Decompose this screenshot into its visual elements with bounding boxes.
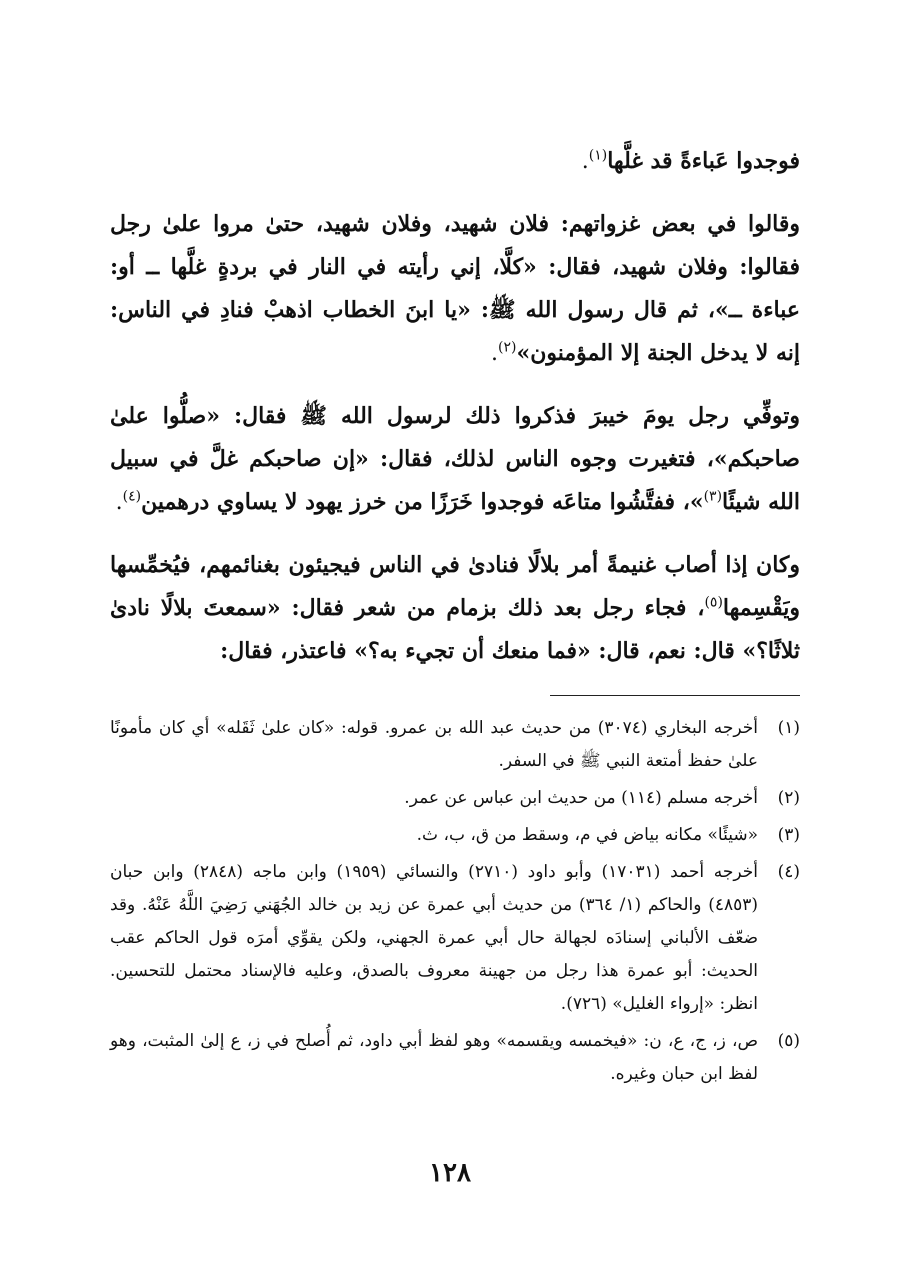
footnote-ref: (٣): [703, 488, 723, 505]
footnote-divider: [550, 695, 800, 696]
footnotes: [110, 712, 800, 1091]
footnote-text: ص، ز، ج، ع، ن: «فيخمسه ويقسمه» وهو لفظ أبي داود، ثم أُصلح في ز، ع إلىٰ المثبت، وهو لفظ ابن حبان وغيره.: [110, 1031, 758, 1084]
footnote-3: [110, 819, 800, 852]
footnote-number: (١): [777, 718, 800, 738]
footnote-text: «شيئًا» مكانه بياض في م، وسقط من ق، ب، ث.: [416, 825, 758, 845]
footnote-number: (٤): [777, 862, 800, 882]
footnote-1: [110, 712, 800, 778]
footnote-number: (٢): [777, 788, 800, 808]
footnote-text: أخرجه البخاري (٣٠٧٤) من حديث عبد الله بن عمرو. قوله: «كان علىٰ ثَقَله» أي كان مأمونًا علىٰ حفظ أمتعة النبي ﷺ في السفر.: [110, 718, 758, 771]
footnote-text: أخرجه مسلم (١١٤) من حديث ابن عباس عن عمر.: [404, 788, 758, 808]
paragraph-1: فوجدوا عَباءةً قد غلَّها$^{(١)}$.: [581, 147, 800, 174]
paragraph-3: وتوفِّي رجل يومَ خيبرَ فذكروا ذلك لرسول الله ﷺ فقال: «صلُّوا علىٰ صاحبكم»، فتغيرت وجوه الناس لذلك، فقال: «إن صاحبكم غلَّ في سبيل الله شيئًا$^{(٣)}$»، ففتَّشُوا متاعَه فوجدوا خَرَزًا من خرز يهود لا يساوي درهمين$^{(٤)}$.: [110, 403, 800, 515]
footnote-ref: (١): [588, 147, 608, 164]
page-number: ١٢٨: [429, 1158, 471, 1188]
footnote-text: أخرجه أحمد (١٧٠٣١) وأبو داود (٢٧١٠) والنسائي (١٩٥٩) وابن ماجه (٢٨٤٨) وابن حبان (٤٨٥٣) والحاكم (١/ ٣٦٤) من حديث أبي عمرة عن زيد بن خالد الجُهَني رَضِيَ اللَّهُ عَنْهُ. وقد ضعّف الألباني إسنادَه لجهالة حال أبي عمرة الجهني، ولكن يقوِّي أمرَه قول الحاكم عقب الحديث: أبو عمرة هذا رجل من جهينة معروف بالصدق، وعليه فالإسناد محتمل للتحسين. انظر: «إرواء الغليل» (٧٢٦).: [110, 862, 758, 1014]
footnote-ref: (٥): [704, 594, 723, 611]
footnote-number: (٣): [777, 825, 800, 845]
footnote-number: (٥): [777, 1031, 800, 1051]
footnote-2: [110, 782, 800, 815]
paragraph-2: وقالوا في بعض غزواتهم: فلان شهيد، وفلان شهيد، حتىٰ مروا علىٰ رجل فقالوا: وفلان شهيد، فقال: «كلَّا، إني رأيته في النار في بردةٍ غلَّها ــ أو: عباءة ــ»، ثم قال رسول الله ﷺ: «يا ابنَ الخطاب اذهبْ فنادِ في الناس: إنه لا يدخل الجنة إلا المؤمنون»$^{(٢)}$.: [110, 211, 801, 366]
footnote-5: [110, 1025, 800, 1091]
footnote-ref: (٤): [122, 488, 142, 505]
footnote-4: [110, 856, 800, 1021]
page-content: [110, 140, 800, 1220]
paragraph-4: وكان إذا أصاب غنيمةً أمر بلالًا فنادىٰ في الناس فيجيئون بغنائمهم، فيُخمِّسها ويَقْسِمها$^{(٥)}$، فجاء رجل بعد ذلك بزمام من شعر فقال: «سمعتَ بلالًا نادىٰ ثلاثًا؟» قال: نعم، قال: «فما منعك أن تجيء به؟» فاعتذر، فقال:: [110, 552, 800, 664]
footnote-ref: (٢): [498, 339, 517, 356]
